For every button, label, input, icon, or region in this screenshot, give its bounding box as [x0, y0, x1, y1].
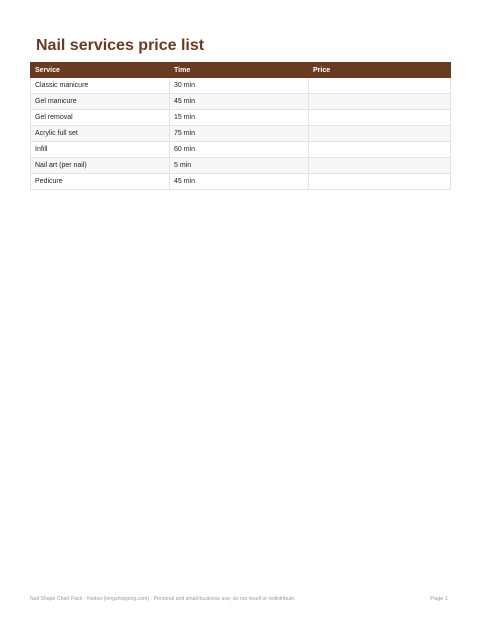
table-row: [31, 126, 451, 142]
table-row: [31, 94, 451, 110]
table-row: [31, 158, 451, 174]
table-header: [31, 63, 451, 78]
service-cell: Acrylic full set: [31, 126, 170, 142]
header-service: Service: [31, 63, 170, 78]
service-cell: Classic manicure: [31, 78, 170, 94]
footer-note: Nail Shape Chart Pack · Kedoo (longshopping.com) · Personal and small-business use; do not resell or redistribute.: [30, 596, 296, 602]
price-cell: [309, 174, 451, 190]
price-cell: [309, 110, 451, 126]
time-cell: 45 min: [170, 174, 309, 190]
price-cell: [309, 158, 451, 174]
time-cell: 45 min: [170, 94, 309, 110]
table-body: [31, 78, 451, 190]
time-cell: 15 min: [170, 110, 309, 126]
page-title: Nail services price list: [36, 37, 205, 54]
service-cell: Gel manicure: [31, 94, 170, 110]
header-price: Price: [309, 63, 451, 78]
header-time: Time: [170, 63, 309, 78]
price-cell: [309, 142, 451, 158]
page-number: Page 1: [430, 596, 448, 602]
table-header-row: [31, 63, 451, 78]
service-cell: Pedicure: [31, 174, 170, 190]
table-row: [31, 78, 451, 94]
table-row: [31, 174, 451, 190]
service-cell: Nail art (per nail): [31, 158, 170, 174]
price-cell: [309, 126, 451, 142]
price-table: [30, 62, 451, 190]
service-cell: Gel removal: [31, 110, 170, 126]
table-row: [31, 142, 451, 158]
time-cell: 60 min: [170, 142, 309, 158]
time-cell: 75 min: [170, 126, 309, 142]
time-cell: 5 min: [170, 158, 309, 174]
price-cell: [309, 94, 451, 110]
price-cell: [309, 78, 451, 94]
table-row: [31, 110, 451, 126]
service-cell: Infill: [31, 142, 170, 158]
time-cell: 30 min: [170, 78, 309, 94]
